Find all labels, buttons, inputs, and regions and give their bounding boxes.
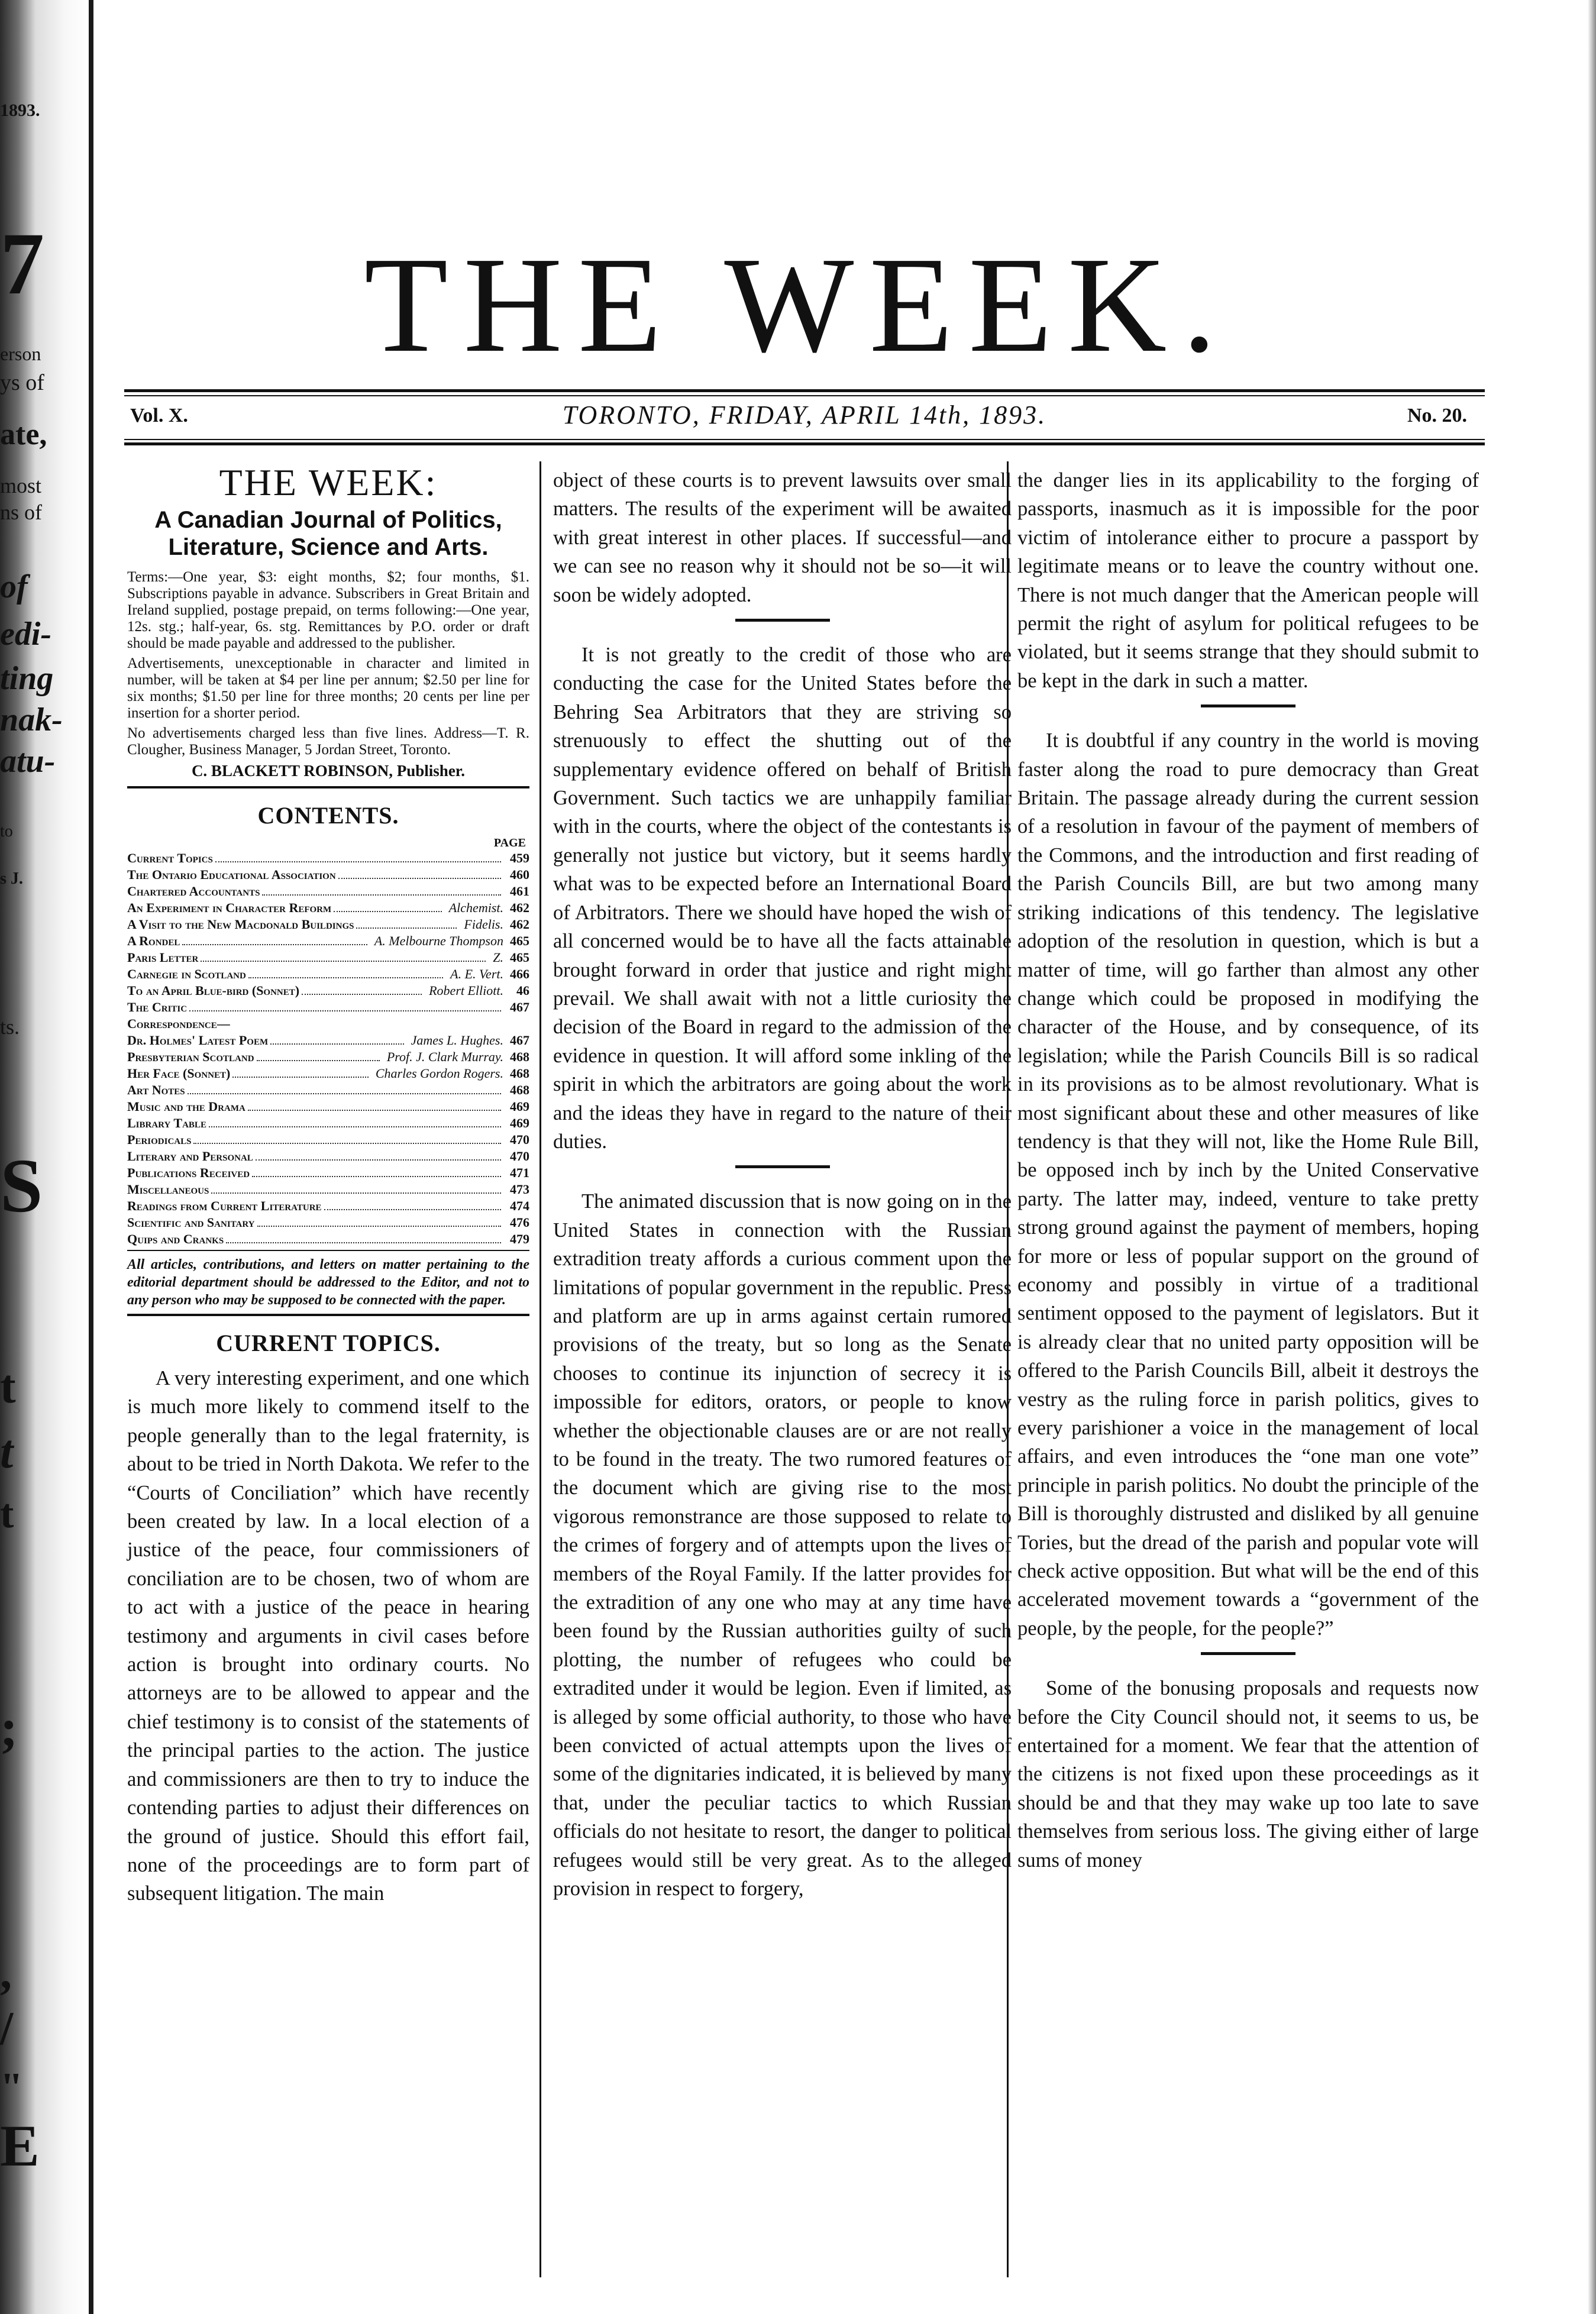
advertising-minimum: No advertisements charged less than five lines. Address—T. R. Clougher, Business Manager, 5 Jordan Street, Toronto. (127, 725, 529, 758)
contents-item-page: 468 (510, 1066, 529, 1081)
contents-item (127, 1148, 529, 1165)
contents-item (127, 966, 529, 983)
article-paragraph: the danger lies in its applicability to the forging of passports, inasmuch as it is impossible for the poor victim of intolerance either to procure a passport by legitimate means or to leave the country without one. There is not much danger that the American people will permit the right of asylum for political refugees to be violated, but it seems strange that they should submit to be kept in the dark in such a matter. (1017, 469, 1479, 692)
contents-item-title: To an April Blue-bird (Sonnet) (127, 983, 300, 998)
masthead-rule-bottom (124, 442, 1485, 445)
contents-leader-dots (257, 1214, 501, 1227)
contents-leader-dots (211, 1181, 501, 1194)
contents-item-page: 462 (510, 900, 529, 915)
fragment: t (0, 1491, 14, 1537)
fragment: E (0, 2113, 40, 2179)
contents-item (127, 1231, 529, 1248)
contents-item-title: Carnegie in Scotland (127, 967, 246, 981)
contents-leader-dots (182, 933, 367, 945)
contents-item (127, 1165, 529, 1181)
contents-item-title: Periodicals (127, 1132, 192, 1147)
contents-leader-dots (215, 850, 501, 862)
contents-leader-dots (189, 999, 501, 1011)
fragment: t (0, 1426, 14, 1478)
fragment: nak- (0, 702, 63, 738)
contents-item-title: Her Face (Sonnet) (127, 1066, 231, 1081)
masthead-title: THE WEEK. (364, 229, 1232, 381)
contents-item-page: 468 (510, 1082, 529, 1097)
contents-item-page: 476 (510, 1215, 529, 1230)
contents-page-label: PAGE (493, 836, 526, 849)
contents-leader-dots (262, 883, 501, 896)
contents-item-page: 470 (510, 1132, 529, 1147)
fragment: erson (0, 343, 41, 364)
contents-item-page: 469 (510, 1099, 529, 1114)
masthead-rule-top (124, 389, 1485, 392)
issue-number: No. 20. (1407, 405, 1467, 426)
article-paragraph: object of these courts is to prevent lawsuits over small matters. The results of the experiment will be awaited with great interest in other places. If successful—and we can see no reason why it should not be so—it will soon be widely adopted. (553, 469, 1012, 606)
column-3 (1017, 466, 1479, 1875)
paragraph-separator (735, 619, 830, 622)
contents-item (127, 867, 529, 883)
contents-leader-dots (188, 1082, 501, 1094)
contents-item (127, 1016, 529, 1032)
contents-item-page: 467 (510, 1000, 529, 1014)
contents-item-page: 462 (510, 917, 529, 932)
contents-item (127, 949, 529, 966)
contents-item (127, 983, 529, 999)
journal-subtitle: A Canadian Journal of Politics, Literature, Science and Arts. (154, 507, 502, 560)
contents-item-page: 460 (510, 867, 529, 882)
fragment: ting (0, 660, 54, 697)
contents-item-page: 470 (510, 1149, 529, 1164)
contents-item-title: A Visit to the New Macdonald Buildings (127, 917, 354, 932)
contents-item (127, 1214, 529, 1231)
masthead-rule-top-thin (124, 395, 1485, 396)
fragment: of (0, 568, 28, 605)
contents-leader-dots (209, 1115, 501, 1127)
contents-item-title: An Experiment in Character Reform (127, 900, 332, 915)
contents-item (127, 900, 529, 916)
contents-item-author: Z. (493, 950, 503, 965)
contents-item-page: 465 (510, 950, 529, 965)
contents-item-title: Music and the Drama (127, 1099, 245, 1114)
contents-item (127, 1082, 529, 1098)
contents-item-page: 469 (510, 1116, 529, 1130)
contents-leader-dots (232, 1016, 501, 1028)
contents-item (127, 1049, 529, 1065)
contents-item-author: A. E. Vert. (450, 967, 503, 981)
section-rule (127, 1250, 529, 1251)
fragment: most (0, 474, 42, 497)
contents-item-title: Art Notes (127, 1082, 185, 1097)
contents-item-title: Current Topics (127, 851, 213, 865)
contents-item-title: Presbyterian Scotland (127, 1049, 254, 1064)
contents-item-title: Paris Letter (127, 950, 199, 965)
contents-item-title: Dr. Holmes' Latest Poem (127, 1033, 269, 1048)
contents-item-author: Alchemist. (448, 900, 503, 915)
contents-item-title: Literary and Personal (127, 1149, 253, 1164)
contents-item-author: A. Melbourne Thompson (374, 933, 503, 948)
editorial-note: All articles, contributions, and letters on matter pertaining to the editorial department should be addressed to the Editor, and not to any person who may be supposed to be connected with the paper. (127, 1257, 529, 1308)
contents-item (127, 1132, 529, 1148)
contents-item-page: 474 (510, 1198, 529, 1213)
contents-item-page (503, 1016, 529, 1032)
journal-title: THE WEEK: (219, 461, 438, 503)
fragment: ys of (0, 370, 44, 395)
article-paragraph: Some of the bonusing proposals and requests now before the City Council should not, it seems to us, be entertained for a moment. We fear that the attention of the citizens is not fixed upon these proceedings as it should be and that they may wake up too late to save themselves from serious loss. The giving either of large sums of money (1017, 1677, 1479, 1872)
publisher-line: C. BLACKETT ROBINSON, Publisher. (191, 762, 466, 780)
contents-item-page: 468 (510, 1049, 529, 1064)
dateline-bar (124, 400, 1485, 435)
fragment: ate, (0, 418, 47, 451)
contents-item-title: The Critic (127, 1000, 188, 1014)
contents-leader-dots (324, 1198, 501, 1210)
paragraph-separator (735, 1165, 830, 1168)
current-topics-paragraph: A very interesting experiment, and one which is much more likely to commend itself to the people generally than to the legal fraternity, is about to be tried in North Dakota. We refer to the “Courts of Conciliation” which have recently been created by law. In a local election of a justice of the peace, four commissioners of conciliation are to be chosen, two of whom are to act with a justice of the peace in hearing testimony and arguments in civil cases before action is brought into ordinary courts. No attorneys are to be allowed to appear and the chief testimony is to consist of the statements of the principal parties to the action. The justice and commissioners are then to try to induce the contending parties to adjust their differences on the ground of justice. Should this effort fail, none of the proceedings are to form part of subsequent litigation. The main (127, 1367, 529, 1905)
masthead-rule-bottom-thin (124, 439, 1485, 440)
contents-heading: CONTENTS. (257, 802, 399, 829)
volume-label: Vol. X. (130, 405, 188, 426)
contents-leader-dots (201, 949, 486, 962)
contents-item-title: Readings from Current Literature (127, 1198, 322, 1213)
contents-item (127, 883, 529, 900)
fragment: / (0, 2003, 14, 2055)
fragment: t (0, 1361, 16, 1413)
contents-item-title: Library Table (127, 1116, 206, 1130)
contents-leader-dots (248, 1098, 501, 1111)
contents-item-author: Charles Gordon Rogers. (375, 1066, 503, 1081)
fragment: " (0, 2065, 23, 2111)
fragment: 7 (0, 215, 44, 313)
column-1 (127, 461, 529, 1908)
contents-item-page: 473 (510, 1182, 529, 1197)
contents-list (127, 850, 529, 1248)
contents-item (127, 850, 529, 867)
contents-item (127, 1098, 529, 1115)
contents-item (127, 1181, 529, 1198)
contents-item (127, 1032, 529, 1049)
contents-item-title: Chartered Accountants (127, 884, 260, 899)
contents-item (127, 916, 529, 933)
column-divider (539, 461, 541, 2277)
contents-item-page: 467 (510, 1033, 529, 1048)
contents-item (127, 1198, 529, 1214)
contents-leader-dots (256, 1148, 501, 1161)
contents-leader-dots (334, 900, 442, 912)
fragment: S (0, 1143, 43, 1229)
contents-item-author: Fidelis. (464, 917, 503, 932)
contents-item (127, 1065, 529, 1082)
fragment: , (0, 1947, 12, 1999)
contents-leader-dots (193, 1132, 501, 1144)
contents-item-title: The Ontario Educational Association (127, 867, 336, 882)
contents-item-page: 46 (516, 983, 529, 998)
contents-leader-dots (356, 916, 457, 929)
contents-item-title: Publications Received (127, 1165, 250, 1180)
contents-item-title: Quips and Cranks (127, 1232, 224, 1246)
contents-leader-dots (226, 1231, 501, 1243)
paragraph-separator (1201, 704, 1295, 707)
contents-leader-dots (302, 983, 422, 995)
issue-date: TORONTO, FRIDAY, APRIL 14th, 1893. (562, 400, 1047, 429)
contents-item (127, 999, 529, 1016)
contents-item-title: Correspondence— (127, 1016, 230, 1031)
subscription-terms: Terms:—One year, $3: eight months, $2; four months, $1. Subscriptions payable in advance. Subscribers in Great Britain and Ireland supplied, postage prepaid, on terms following:—One year, 12s. stg.; half-year, 6s. stg. Remittances by P.O. order or draft should be made payable and addressed to the publisher. (127, 569, 529, 651)
fragment: to (0, 822, 13, 841)
section-rule (127, 1314, 529, 1316)
contents-item-author: Prof. J. Clark Murray. (386, 1049, 503, 1064)
fragment: edi- (0, 616, 52, 652)
contents-item (127, 1115, 529, 1132)
contents-item (127, 933, 529, 949)
contents-item-title: Miscellaneous (127, 1182, 209, 1197)
contents-item-page: 465 (510, 933, 529, 948)
contents-leader-dots (257, 1049, 380, 1061)
article-paragraph: It is doubtful if any country in the world is moving faster along the road to pure democracy than Great Britain. The passage already during the current session of a resolution in favour of the payment of members of the Commons, and the introduction and first reading of the Parish Councils Bill, are but two among many striking indications of this tendency. The legislative adoption of the resolution in question, which is but a matter of time, will go farther than almost any other change which could be proposed in modifying the character of the House, and by consequence, of its legislation; while the Parish Councils Bill is so radical in its provisions as to be almost revolutionary. What is most significant about these and other measures of like tendency is that they will not, like the Home Rule Bill, be opposed inch by inch by the United Conservative party. The latter may, indeed, venture to take pretty strong ground against the payment of members, hoping for more or less of popular support on the ground of economy and possibly in virtue of a traditional sentiment opposed to the payment of legislators. But it is already clear that no united party opposition will be offered to the Parish Councils Bill, albeit it destroys the vestry as the ruling force in parish politics, gives to every parishioner a voice in the management of local affairs, and even introduces the “one man one vote” principle in parish politics. No doubt the principle of the Bill is thoroughly distrusted and disliked by all genuine Tories, but the dread of the parish and popular vote will check active opposition. But what will be the end of this accelerated movement towards a “government of the people, by the people, for the people?” (1017, 729, 1479, 1640)
column-2 (553, 466, 1012, 1903)
current-topics-heading: CURRENT TOPICS. (216, 1330, 441, 1356)
contents-item-page: 459 (510, 851, 529, 865)
contents-leader-dots (338, 867, 501, 879)
advertising-terms: Advertisements, unexceptionable in character and limited in number, will be taken at $4 per line per annum; $2.50 per line for six months; $1.50 per line for three months; 20 cents per line per insertion for a shorter period. (127, 655, 529, 721)
fragment: ns of (0, 500, 42, 524)
article-paragraph: It is not greatly to the credit of those who are conducting the case for the United States before the Behring Sea Arbitrators that they are striving so strenuously to effect the shutting out of the supplementary evidence offered on behalf of British Government. Such tactics we are unhappily familiar with in the courts, where the object of the contestants is generally not justice but victory, but it seems hardly what was to be expected before an International Board of Arbitrators. There we should have hoped the wish of all concerned would be to have all the facts attainable brought forward in order that justice and right might prevail. We shall await with not a little curiosity the decision of the Board in regard to the admission of the evidence in question. It will afford some inkling of the spirit in which the arbitrators are going about the work and the ideas they have in regard to the nature of their duties. (553, 644, 1012, 1153)
fragment: 1893. (0, 101, 40, 120)
contents-item-page: 479 (510, 1232, 529, 1246)
section-rule (127, 786, 529, 788)
contents-leader-dots (248, 966, 443, 978)
contents-item-page: 461 (510, 884, 529, 899)
contents-item-author: James L. Hughes. (411, 1033, 503, 1048)
contents-item-author: Robert Elliott. (429, 983, 503, 998)
contents-item-page: 471 (510, 1165, 529, 1180)
contents-item-title: Scientific and Sanitary (127, 1215, 255, 1230)
fragment: ; (0, 1699, 18, 1757)
contents-leader-dots (252, 1165, 501, 1177)
contents-item-page: 466 (510, 967, 529, 981)
contents-leader-dots (270, 1032, 403, 1045)
contents-item-title: A Rondel (127, 933, 180, 948)
article-paragraph: The animated discussion that is now going on in the United States in connection with the Russian extradition treaty affords a curious comment upon the limitations of popular government in the republic. Press and platform are up in arms against certain rumored provisions of the treaty, but so long as the Senate chooses to continue its injunction of secrecy it is impossible for editors, orators, or people to know whether the objectionable clauses are or are not really to be found in the treaty. The two rumored features of the document which are giving rise to the most vigorous remonstrance are those supposed to relate to the crimes of forgery and of attempts upon the lives of members of the Royal Family. If the latter provides for the extradition of any one who may at any time have been found by the Russian authorities guilty of such plotting, the number of refugees who could be extradited under it would be legion. Even if limited, as is alleged by some official authority, to those who have been convicted of actual attempts upon the lives of some of the dignitaries indicated, it is believed by many that, under the peculiar tactics to which Russian officials do not hesitate to resort, the danger to political refugees would still be very great. As to the alleged provision in respect to forgery, (553, 1190, 1012, 1901)
paragraph-separator (1201, 1652, 1295, 1655)
contents-leader-dots (232, 1065, 369, 1078)
fragment: atu- (0, 743, 56, 780)
fragment: s J. (0, 870, 23, 888)
fragment: ts. (0, 1015, 20, 1039)
